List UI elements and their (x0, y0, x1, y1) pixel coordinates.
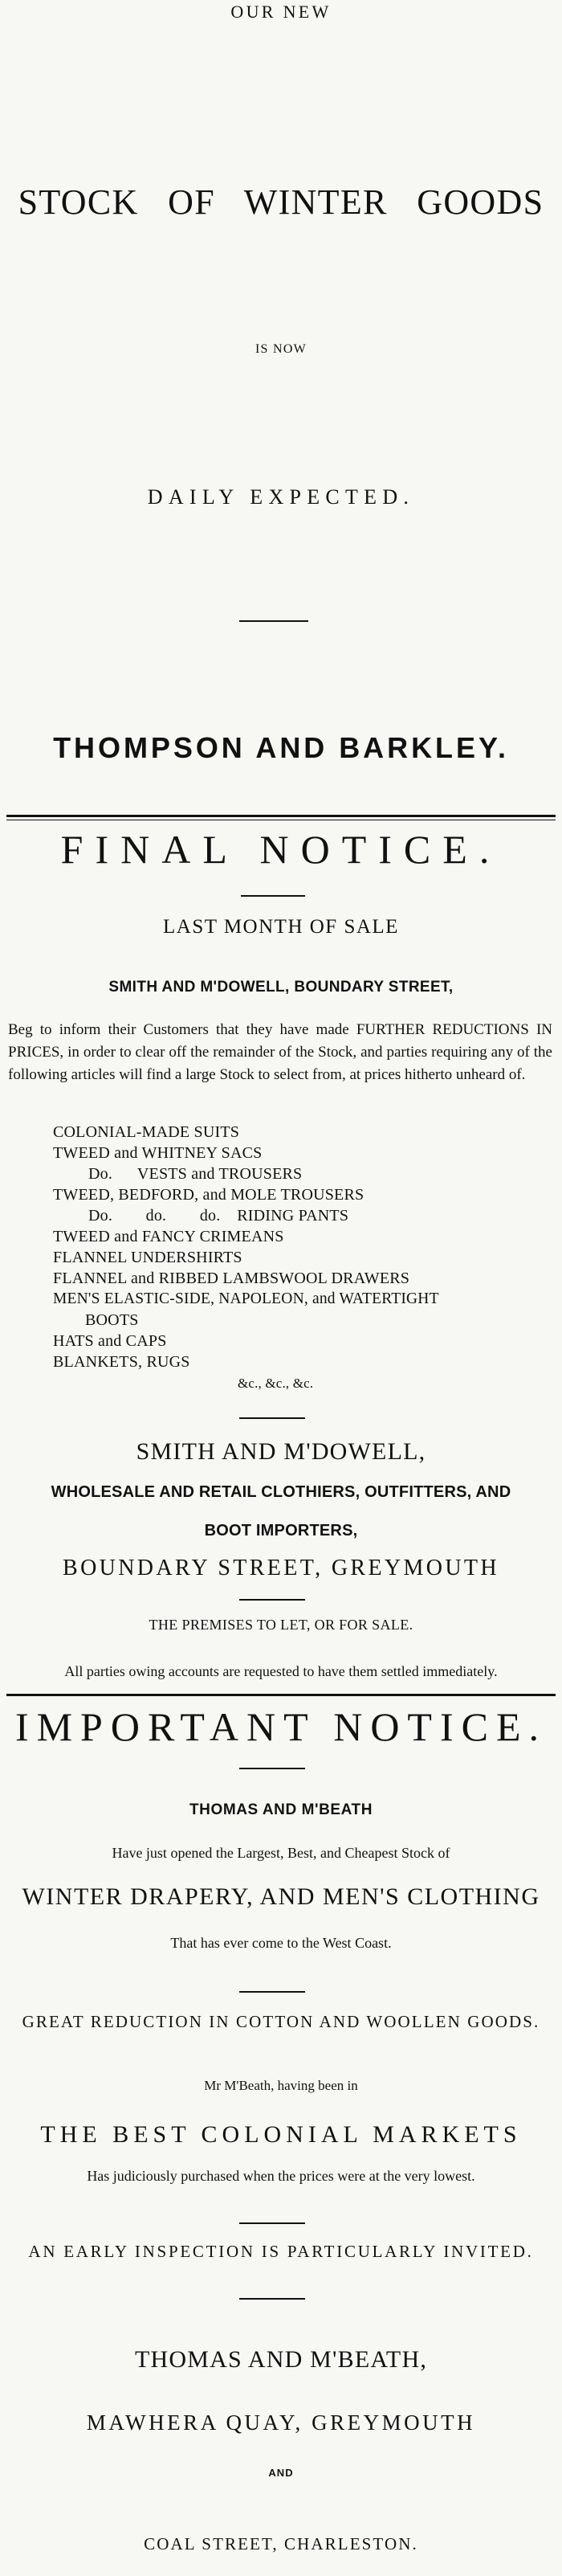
list-item: TWEED and WHITNEY SACS (53, 1144, 263, 1162)
ad1-short-rule (239, 620, 308, 622)
ad3-coast: That has ever come to the West Coast. (170, 1935, 392, 1951)
ad2-rule-3 (239, 1599, 305, 1601)
ad2-sign-name: SMITH AND M'DOWELL, (136, 1438, 426, 1465)
divider-2 (6, 1694, 556, 1696)
list-item: FLANNEL UNDERSHIRTS (53, 1249, 242, 1266)
ad3-address1: MAWHERA QUAY, GREYMOUTH (86, 2410, 476, 2435)
ad3-purchased: Has judiciously purchased when the prices were at the very lowest. (87, 2168, 475, 2184)
list-item: TWEED and FANCY CRIMEANS (53, 1228, 284, 1245)
ad1-line-our-new: OUR NEW (230, 2, 332, 22)
ad3-title: IMPORTANT NOTICE. (14, 1704, 548, 1749)
list-item: BOOTS (85, 1311, 139, 1329)
ad1-line-daily-expected: DAILY EXPECTED. (147, 485, 415, 509)
list-item: FLANNEL and RIBBED LAMBSWOOL DRAWERS (53, 1270, 410, 1287)
list-item: BLANKETS, RUGS (53, 1353, 190, 1371)
ad2-firm: SMITH AND M'DOWELL, BOUNDARY STREET, (108, 979, 454, 996)
ad2-rule-2 (239, 1417, 305, 1419)
ad1-line-thompson-and-barkley: THOMPSON AND BARKLEY. (53, 731, 509, 764)
divider-1 (6, 815, 556, 817)
list-item: &c., &c., &c. (238, 1376, 314, 1391)
ad2-premises: THE PREMISES TO LET, OR FOR SALE. (149, 1617, 413, 1633)
ad3-sign-name: THOMAS AND M'BEATH, (134, 2346, 428, 2373)
ad2-subtitle: LAST MONTH OF SALE (163, 916, 399, 938)
ad3-rule-1 (239, 1768, 305, 1769)
ad2-sign-address: BOUNDARY STREET, GREYMOUTH (63, 1556, 499, 1580)
ad3-headline: WINTER DRAPERY, AND MEN'S CLOTHING (22, 1883, 540, 1910)
ad2-intro: Beg to inform their Customers that they have made FURTHER REDUCTIONS IN PRICES, in order to clear off the remainder of the Stock, and parties requiring any of the following articles will find a large Stock to select from, at prices hitherto unheard of. (8, 1021, 552, 1083)
ad3-and: AND (268, 2467, 294, 2479)
list-item: HATS and CAPS (53, 1332, 167, 1350)
ad3-markets: THE BEST COLONIAL MARKETS (40, 2121, 522, 2148)
ad3-address2: COAL STREET, CHARLESTON. (144, 2534, 418, 2554)
ad3-having: Mr M'Beath, having been in (204, 2078, 358, 2093)
ad3-firm: THOMAS AND M'BEATH (189, 1801, 373, 1818)
ad3-opened: Have just opened the Largest, Best, and Cheapest Stock of (112, 1845, 450, 1861)
ad3-reduction: GREAT REDUCTION IN COTTON AND WOOLLEN GOODS. (22, 2012, 540, 2031)
ad3-rule-3 (239, 2222, 305, 2224)
ad2-sign-line1: WHOLESALE AND RETAIL CLOTHIERS, OUTFITTERS, AND (51, 1483, 511, 1501)
list-item: TWEED, BEDFORD, and MOLE TROUSERS (53, 1186, 364, 1204)
list-item: Do. VESTS and TROUSERS (88, 1165, 303, 1183)
list-item: MEN'S ELASTIC-SIDE, NAPOLEON, and WATERTIGHT (53, 1290, 439, 1307)
ad2-title: FINAL NOTICE. (60, 827, 502, 872)
ad1-line-is-now: IS NOW (255, 342, 307, 356)
list-item: COLONIAL-MADE SUITS (53, 1123, 240, 1141)
ad2-sign-line2: BOOT IMPORTERS, (204, 1522, 358, 1539)
ad1-line-stock-of-winter-goods: STOCK OF WINTER GOODS (18, 182, 544, 222)
ad2-accounts: All parties owing accounts are requested to have them settled immediately. (64, 1663, 498, 1679)
ad3-rule-2 (239, 1991, 305, 1993)
ad2-rule-1 (241, 895, 305, 897)
ad3-inspection: AN EARLY INSPECTION IS PARTICULARLY INVITED. (28, 2242, 534, 2261)
ad3-rule-4 (239, 2298, 305, 2300)
list-item: Do. do. do. RIDING PANTS (88, 1207, 349, 1225)
